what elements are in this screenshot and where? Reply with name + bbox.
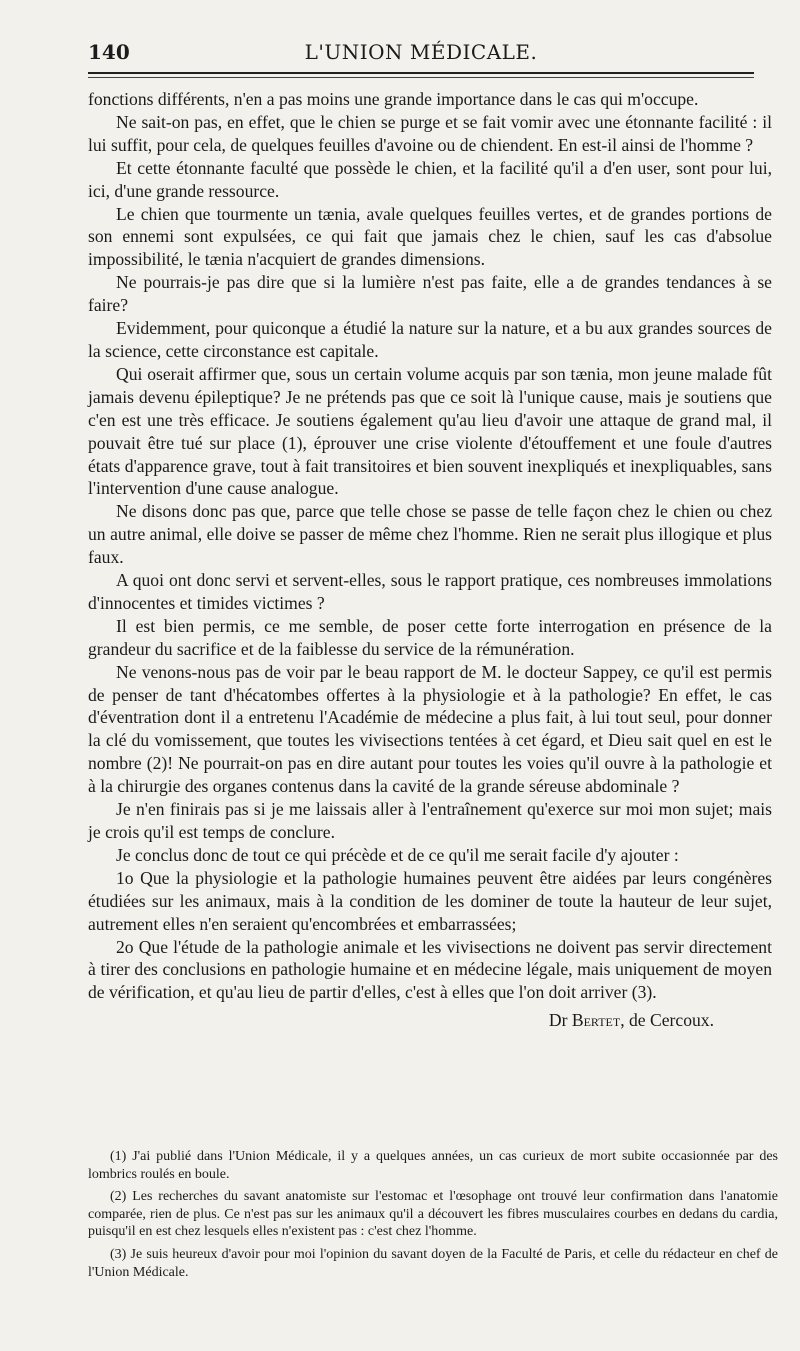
author-place: , de Cercoux. (620, 1010, 714, 1031)
paragraph: Evidemment, pour quiconque a étudié la nature sur la nature, et a bu aux grandes sources de la science, cette circonstance est capitale. (88, 318, 772, 361)
paragraph: Qui oserait affirmer que, sous un certain volume acquis par son tænia, mon jeune malade fût jamais devenu épileptique? Je ne prétends pas que ce soit là l'unique cause, mais je soutiens que c'en est une très efficace. Je soutiens également qu'au lieu d'avoir une attaque de grand mal, il pouvait être tué sur place (1), éprouver une crise violente d'étouffement et une foule d'autres états d'apparence grave, tout à fait transitoires et bien souvent inexpliqués et inexpliquables, sans l'intervention d'une cause analogue. (88, 363, 772, 499)
header-rule-thin (88, 77, 754, 78)
paragraph: Ne sait-on pas, en effet, que le chien se purge et se fait vomir avec une étonnante facilité : il lui suffit, pour cela, de quelques feuilles d'avoine ou de chiendent. En est-il ainsi de l'homme ? (88, 111, 772, 155)
conclusion-item: 2o Que l'étude de la pathologie animale et les vivisections ne doivent pas servir directement à tirer des conclusions en pathologie humaine et en médecine légale, mais uniquement de moyen de vérification, et qu'au lieu de partir d'elles, c'est à elles que l'on doit arriver (3). (88, 936, 772, 1003)
article-body (88, 88, 772, 1032)
paragraph: Je conclus donc de tout ce qui précède et de ce qu'il me serait facile d'y ajouter : (116, 844, 679, 865)
paragraph: Ne disons donc pas que, parce que telle chose se passe de telle façon chez le chien ou chez un autre animal, elle doive se passer de même chez l'homme. Rien ne serait plus illogique et plus faux. (88, 501, 772, 568)
running-title: L'UNION MÉDICALE. (304, 40, 538, 64)
footnote: (1) J'ai publié dans l'Union Médicale, il y a quelques années, un cas curieux de mort subite occasionnée par des lombrics roulés en boule. (88, 1149, 778, 1182)
paragraph: Il est bien permis, ce me semble, de poser cette forte interrogation en présence de la grandeur du sacrifice et de la faiblesse du service de la rémunération. (88, 615, 772, 659)
author-title: Dr (548, 1010, 568, 1031)
paragraph: A quoi ont donc servi et servent-elles, sous le rapport pratique, ces nombreuses immolations d'innocentes et timides victimes ? (88, 570, 772, 613)
paragraph: Je n'en finirais pas si je me laissais aller à l'entraînement qu'exerce sur moi mon sujet; mais je crois qu'il est temps de conclure. (88, 799, 772, 842)
header-rule (88, 72, 754, 74)
paragraph: Ne pourrais-je pas dire que si la lumière n'est pas faite, elle a de grandes tendances à se faire? (88, 272, 772, 316)
page-header (88, 34, 754, 70)
paragraph: Le chien que tourmente un tænia, avale quelques feuilles vertes, et de grandes portions de son ennemi sont expulsées, ce qui fait que jamais chez le chien, sauf les cas d'absolue impossibilité, le tænia n'acquiert de grandes dimensions. (88, 203, 772, 270)
paragraph: fonctions différents, n'en a pas moins une grande importance dans le cas qui m'occupe. (88, 89, 699, 109)
paragraph: Ne venons-nous pas de voir par le beau rapport de M. le docteur Sappey, ce qu'il est permis de penser de tant d'hécatombes offertes à la physiologie et à la pathologie? En effet, le cas d'éventration dont il a entretenu l'Académie de médecine a plus fait, à lui tout seul, pour donner la clé du vomissement, que toutes les vivisections tentées à cet égard, et Dieu sait quel en est le nombre (2)! Ne pourrait-on pas en dire autant pour toutes les voies qu'il ouvre à la pathologie et à la chirurgie des organes contenus dans la cavité de la grande séreuse abdominale ? (88, 661, 772, 797)
author-signature (88, 1008, 714, 1032)
page-number: 140 (88, 40, 130, 64)
footnotes (88, 1148, 778, 1286)
author-name: Bertet (571, 1010, 621, 1031)
footnote: (2) Les recherches du savant anatomiste sur l'estomac et l'œsophage ont trouvé leur confirmation dans l'anatomie comparée, rien de plus. Ce n'est pas sur les animaux qu'il a découvert les fibres musculaires courbes en dedans du cardia, puisqu'il en est chez lesquels elles n'existent pas : c'est chez l'homme. (88, 1189, 778, 1240)
paragraph: Et cette étonnante faculté que possède le chien, et la facilité qu'il a d'en user, sont pour lui, ici, d'une grande ressource. (88, 157, 772, 201)
conclusion-item: 1o Que la physiologie et la pathologie humaines peuvent être aidées par leurs congénères étudiées sur les animaux, mais à la condition de les dominer de toute la hauteur de leur sujet, autrement elles n'en seraient qu'encombrées et embarrassées; (88, 867, 772, 934)
footnote: (3) Je suis heureux d'avoir pour moi l'opinion du savant doyen de la Faculté de Paris, et celle du rédacteur en chef de l'Union Médicale. (88, 1246, 778, 1280)
